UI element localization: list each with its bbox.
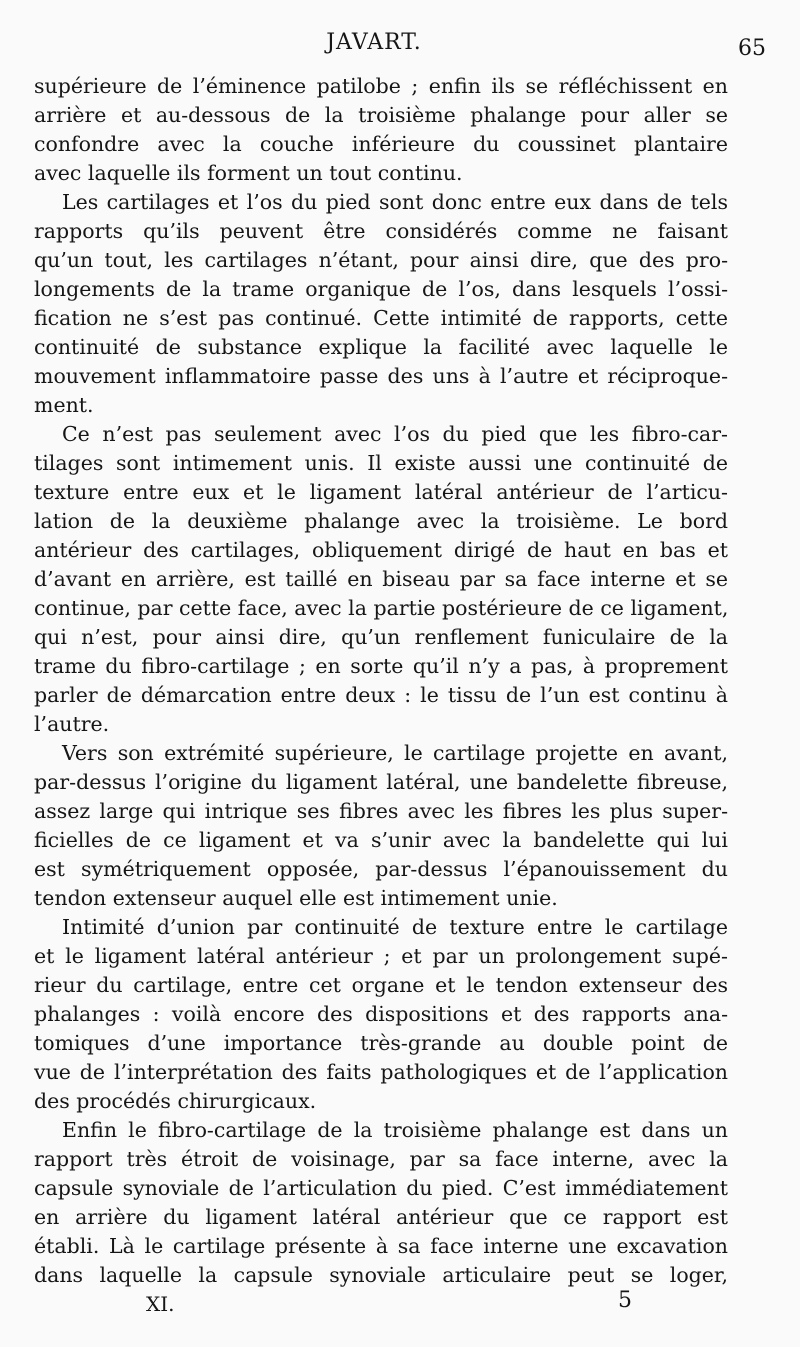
text-line: fication ne s’est pas continué. Cette intimité de rapports, cette <box>34 306 728 330</box>
text-line: tendon extenseur auquel elle est intimement unie. <box>34 886 558 910</box>
text-line: rapport très étroit de voisinage, par sa face interne, avec la <box>34 1147 728 1171</box>
text-line: longements de la trame organique de l’os, dans lesquels l’ossi- <box>34 277 728 301</box>
text-line: et le ligament latéral antérieur ; et par un prolongement supé- <box>34 944 728 968</box>
text-line: parler de démarcation entre deux : le tissu de l’un est continu à <box>34 683 728 707</box>
text-line: rieur du cartilage, entre cet organe et le tendon extenseur des <box>34 973 728 997</box>
text-line: tomiques d’une importance très-grande au double point de <box>34 1031 728 1055</box>
text-line: tilages sont intimement unis. Il existe aussi une continuité de <box>34 451 728 475</box>
text-line: qu’un tout, les cartilages n’étant, pour ainsi dire, que des pro- <box>34 248 728 272</box>
text-line: continuité de substance explique la facilité avec laquelle le <box>34 335 728 359</box>
text-line: assez large qui intrique ses fibres avec les fibres les plus super- <box>34 799 728 823</box>
running-title: JAVART. <box>326 30 422 55</box>
text-line: Les cartilages et l’os du pied sont donc entre eux dans de tels <box>62 190 728 214</box>
text-line: Vers son extrémité supérieure, le cartilage projette en avant, <box>62 741 728 765</box>
text-line: avec laquelle ils forment un tout continu. <box>34 161 463 185</box>
body-text <box>34 72 728 1290</box>
text-line: antérieur des cartilages, obliquement dirigé de haut en bas et <box>34 538 728 562</box>
text-line: ment. <box>34 393 94 417</box>
text-line: capsule synoviale de l’articulation du pied. C’est immédiatement <box>34 1176 728 1200</box>
text-line: est symétriquement opposée, par-dessus l’épanouissement du <box>34 857 728 881</box>
text-line: vue de l’interprétation des faits pathologiques et de l’application <box>34 1060 728 1084</box>
text-line: confondre avec la couche inférieure du coussinet plantaire <box>34 132 728 156</box>
text-line: supérieure de l’éminence patilobe ; enfin ils se réfléchissent en <box>34 74 728 98</box>
page-number: 65 <box>738 36 766 61</box>
text-line: établi. Là le cartilage présente à sa face interne une excavation <box>34 1234 728 1258</box>
text-line: lation de la deuxième phalange avec la troisième. Le bord <box>34 509 728 533</box>
text-line: arrière et au-dessous de la troisième phalange pour aller se <box>34 103 728 127</box>
text-line: Ce n’est pas seulement avec l’os du pied que les fibro-car- <box>62 422 728 446</box>
text-line: rapports qu’ils peuvent être considérés comme ne faisant <box>34 219 728 243</box>
text-line: des procédés chirurgicaux. <box>34 1089 317 1113</box>
text-line: phalanges : voilà encore des dispositions et des rapports ana- <box>34 1002 728 1026</box>
text-line: Intimité d’union par continuité de texture entre le cartilage <box>62 915 728 939</box>
text-line: par-dessus l’origine du ligament latéral, une bandelette fibreuse, <box>34 770 728 794</box>
text-line: texture entre eux et le ligament latéral antérieur de l’articu- <box>34 480 728 504</box>
text-line: qui n’est, pour ainsi dire, qu’un renflement funiculaire de la <box>34 625 728 649</box>
signature-mark: XI. <box>146 1292 175 1316</box>
text-line: en arrière du ligament latéral antérieur que ce rapport est <box>34 1205 728 1229</box>
text-line: l’autre. <box>34 712 110 736</box>
text-line: mouvement inflammatoire passe des uns à l’autre et réciproque- <box>34 364 728 388</box>
text-line: d’avant en arrière, est taillé en biseau par sa face interne et se <box>34 567 728 591</box>
text-line: continue, par cette face, avec la partie postérieure de ce ligament, <box>34 596 728 620</box>
text-line: trame du fibro-cartilage ; en sorte qu’il n’y a pas, à proprement <box>34 654 728 678</box>
text-line: dans laquelle la capsule synoviale articulaire peut se loger, <box>34 1263 728 1287</box>
gathering-number: 5 <box>618 1288 632 1313</box>
text-line: ficielles de ce ligament et va s’unir avec la bandelette qui lui <box>34 828 728 852</box>
text-line: Enfin le fibro-cartilage de la troisième phalange est dans un <box>62 1118 728 1142</box>
